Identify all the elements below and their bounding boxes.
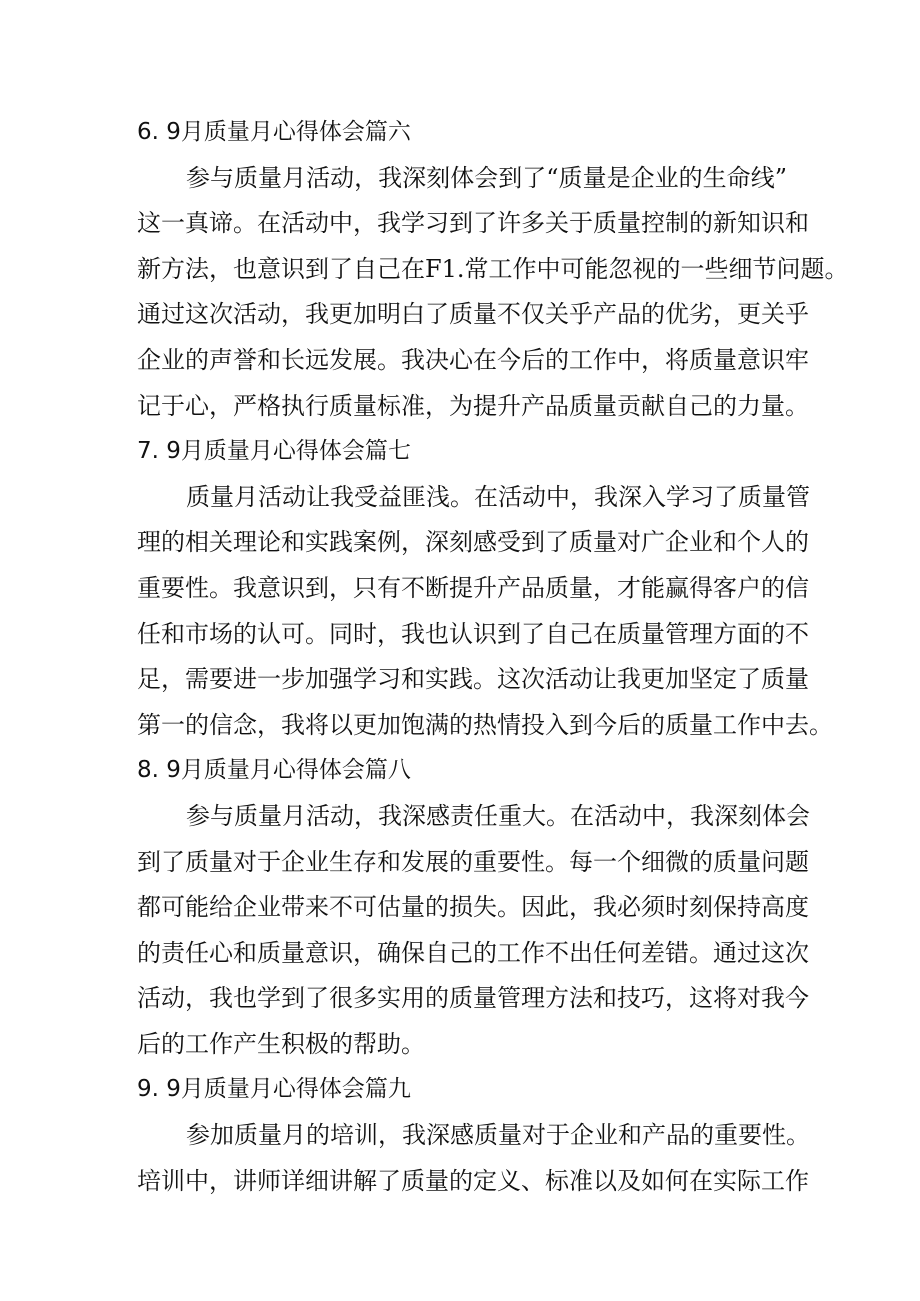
section-heading: 9. 9月质量月心得体会篇九 <box>137 1076 411 1103</box>
paragraph-line: 到了质量对于企业生存和发展的重要性。每一个细微的质量问题 <box>137 847 809 876</box>
paragraph-line: 质量月活动让我受益匪浅。在活动中，我深入学习了质量管 <box>186 482 810 511</box>
paragraph-line: 新方法，也意识到了自己在F1.常工作中可能忽视的一些细节问题。 <box>137 254 849 283</box>
paragraph-line: 通过这次活动，我更加明白了质量不仅关乎产品的优劣，更关乎 <box>137 300 809 329</box>
section-8 <box>137 748 810 1067</box>
paragraph-line: 培训中，讲师详细讲解了质量的定义、标准以及如何在实际工作 <box>137 1166 809 1195</box>
paragraph-line: 这一真谛。在活动中，我学习到了许多关于质量控制的新知识和 <box>137 209 809 238</box>
paragraph-line: 任和市场的认可。同时，我也认识到了自己在质量管理方面的不 <box>137 619 809 648</box>
paragraph-line: 参与质量月活动，我深刻体会到了“质量是企业的生命线” <box>186 163 787 192</box>
paragraph-line: 重要性。我意识到，只有不断提升产品质量，才能赢得客户的信 <box>137 573 809 602</box>
section-7 <box>137 429 833 748</box>
paragraph-line: 后的工作产生积极的帮助。 <box>137 1029 425 1058</box>
section-heading: 8. 9月质量月心得体会篇八 <box>137 757 411 784</box>
paragraph-line: 足，需要进一步加强学习和实践。这次活动让我更加坚定了质量 <box>137 665 809 694</box>
paragraph-line: 都可能给企业带来不可估量的损失。因此，我必须时刻保持高度 <box>137 893 809 922</box>
section-heading: 6. 9月质量月心得体会篇六 <box>137 119 411 145</box>
section-6 <box>137 110 849 429</box>
section-9 <box>137 1067 810 1204</box>
paragraph-line: 参加质量月的培训，我深感质量对于企业和产品的重要性。 <box>186 1121 810 1150</box>
section-heading: 7. 9月质量月心得体会篇七 <box>137 438 411 465</box>
paragraph-line: 记于心，严格执行质量标准，为提升产品质量贡献自己的力量。 <box>137 391 809 420</box>
paragraph-line: 参与质量月活动，我深感责任重大。在活动中，我深刻体会 <box>186 801 810 830</box>
paragraph-line: 企业的声誉和长远发展。我决心在今后的工作中，将质量意识牢 <box>137 345 809 374</box>
paragraph-line: 活动，我也学到了很多实用的质量管理方法和技巧，这将对我今 <box>137 984 809 1013</box>
paragraph-line: 第一的信念，我将以更加饱满的热情投入到今后的质量工作中去。 <box>137 710 833 739</box>
paragraph-line: 的责任心和质量意识，确保自己的工作不出任何差错。通过这次 <box>137 938 809 967</box>
paragraph-line: 理的相关理论和实践案例，深刻感受到了质量对广企业和个人的 <box>137 528 809 557</box>
document-page <box>137 110 849 1204</box>
